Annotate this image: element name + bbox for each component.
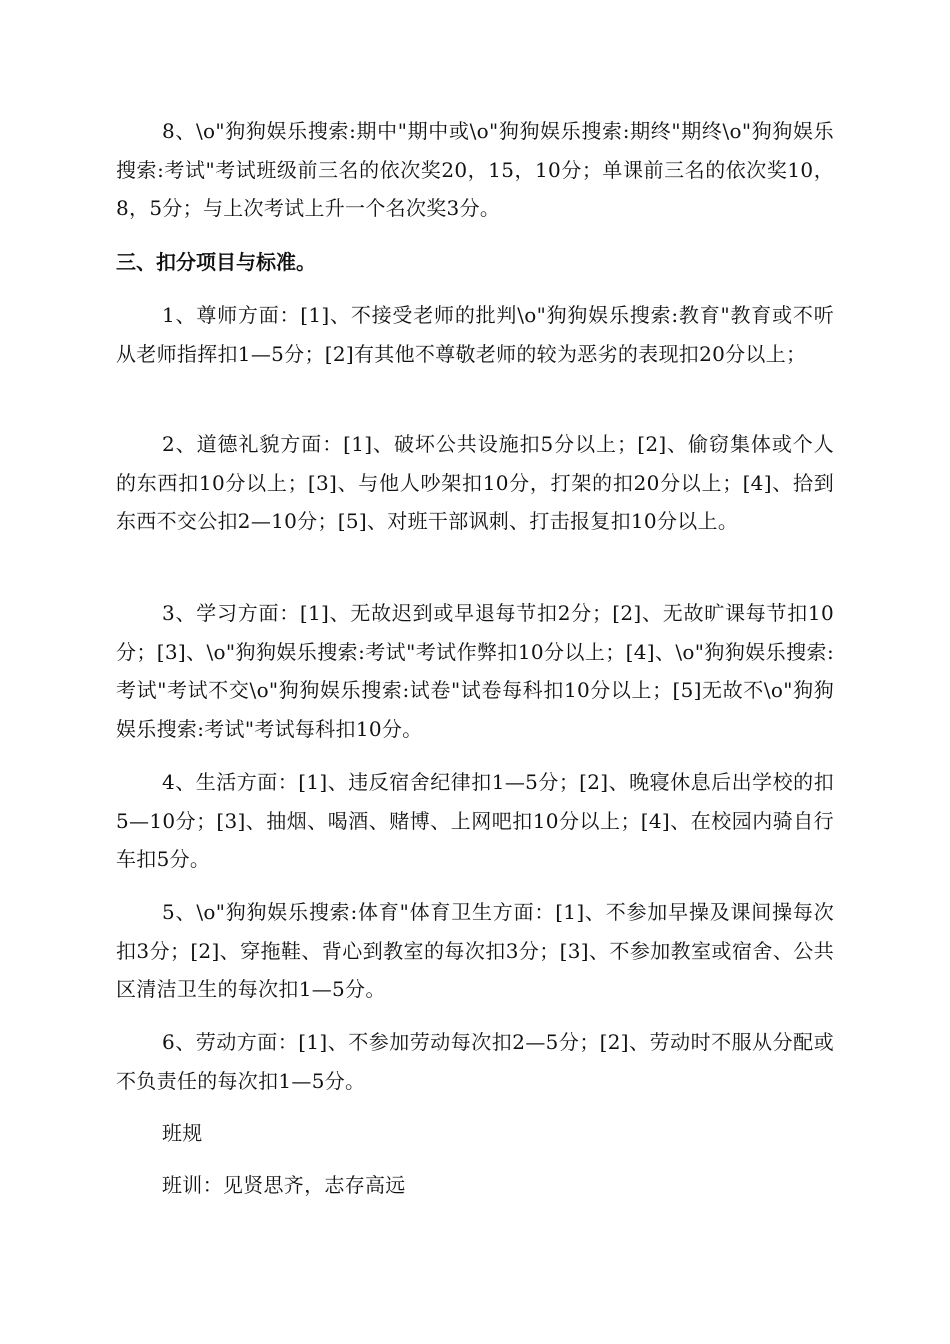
deduction-item-1: 1、尊师方面：[1]、不接受老师的批判\o"狗狗娱乐搜索:教育"教育或不听从老师指挥扣1—5分；[2]有其他不尊敬老师的较为恶劣的表现扣20分以上； [116,303,834,366]
class-rules-title: 班规 [162,1121,203,1145]
class-motto: 班训：见贤思齐，志存高远 [162,1173,406,1197]
section-heading-deductions: 三、扣分项目与标准。 [116,250,316,274]
deduction-item-3: 3、学习方面：[1]、无故迟到或早退每节扣2分；[2]、无故旷课每节扣10分；[3]、\o"狗狗娱乐搜索:考试"考试作弊扣10分以上；[4]、\o"狗狗娱乐搜索:考试"考试不交\o"狗狗娱乐搜索:试卷"试卷每科扣10分以上；[5]无故不\o"狗狗娱乐搜索:考试"考试每科扣10分。 [116,601,834,741]
deduction-item-5: 5、\o"狗狗娱乐搜索:体育"体育卫生方面：[1]、不参加早操及课间操每次扣3分；[2]、穿拖鞋、背心到教室的每次扣3分；[3]、不参加教室或宿舍、公共区清洁卫生的每次扣1—5分。 [116,900,834,1001]
deduction-item-4: 4、生活方面：[1]、违反宿舍纪律扣1—5分；[2]、晚寝休息后出学校的扣5—10分；[3]、抽烟、喝酒、赌博、上网吧扣10分以上；[4]、在校园内骑自行车扣5分。 [116,770,834,871]
deduction-item-6: 6、劳动方面：[1]、不参加劳动每次扣2—5分；[2]、劳动时不服从分配或不负责任的每次扣1—5分。 [116,1030,834,1093]
reward-item-8: 8、\o"狗狗娱乐搜索:期中"期中或\o"狗狗娱乐搜索:期终"期终\o"狗狗娱乐搜索:考试"考试班级前三名的依次奖20，15，10分；单课前三名的依次奖10，8，5分；与上次考试上升一个名次奖3分。 [116,119,834,220]
deduction-item-2: 2、道德礼貌方面：[1]、破坏公共设施扣5分以上；[2]、偷窃集体或个人的东西扣10分以上；[3]、与他人吵架扣10分，打架的扣20分以上；[4]、拾到东西不交公扣2—10分；[5]、对班干部讽刺、打击报复扣10分以上。 [116,432,834,533]
